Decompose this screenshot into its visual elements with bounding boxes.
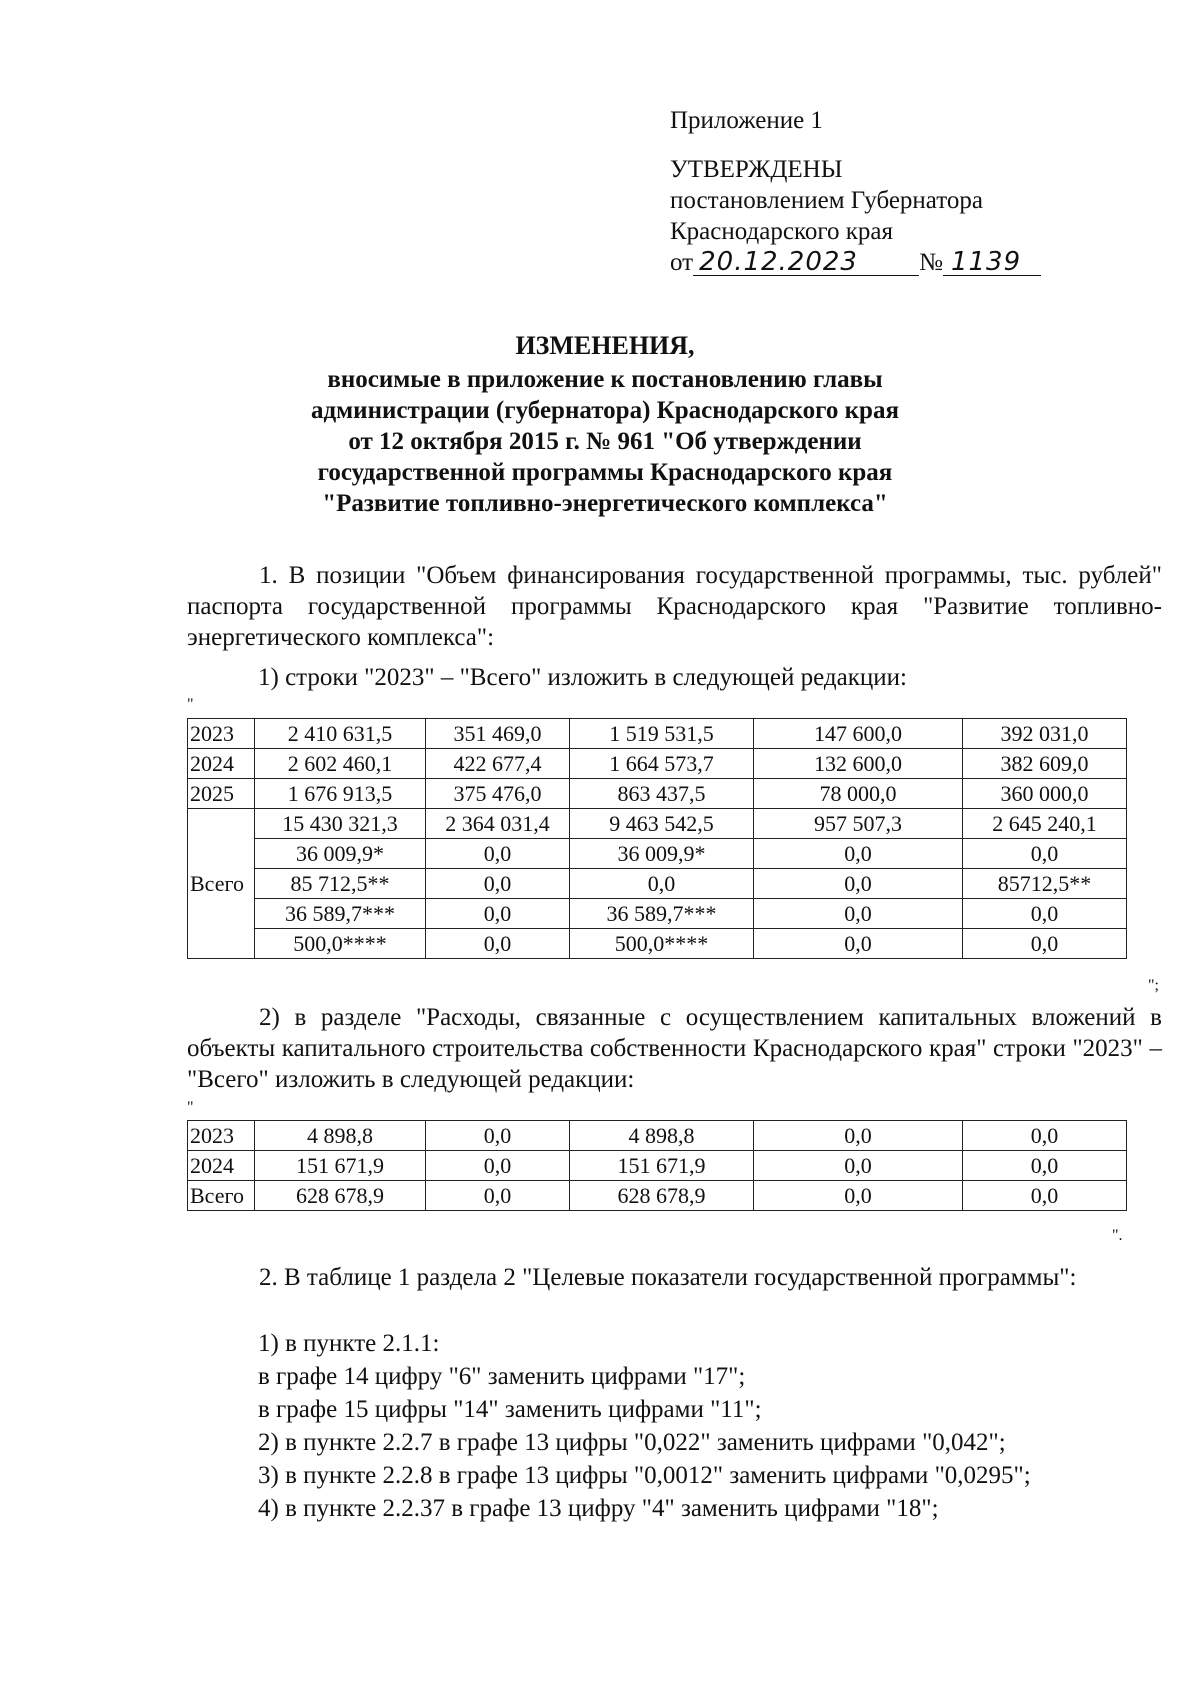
heading-line: "Развитие топливно-энергетического комплекса" [322,490,888,517]
table-cell: 382 609,0 [963,749,1127,779]
table-row [188,749,1127,779]
row-year: 2025 [188,779,255,809]
section-2-line: 2) в пункте 2.2.7 в графе 13 цифры "0,022" заменить цифрами "0,042"; [258,1429,1006,1456]
table-cell: 500,0**** [255,929,426,959]
table-cell: 0,0 [426,839,570,869]
row-year: 2024 [188,749,255,779]
table-cell: 392 031,0 [963,719,1127,749]
section-1-item-1: 1) строки "2023" – "Всего" изложить в следующей редакции: [258,664,907,691]
table-cell: 0,0 [754,839,963,869]
table-cell: 151 671,9 [570,1151,754,1181]
table-cell: 78 000,0 [754,779,963,809]
close-quote: ". [1112,1227,1123,1244]
heading-title: ИЗМЕНЕНИЯ, [515,331,695,360]
table-cell: 1 664 573,7 [570,749,754,779]
table-cell: 2 645 240,1 [963,809,1127,839]
table-row [188,1121,1127,1151]
table-cell: 36 009,9* [570,839,754,869]
table-row [188,929,1127,959]
table-cell: 132 600,0 [754,749,963,779]
financing-table [187,718,1127,959]
table-cell: 2 410 631,5 [255,719,426,749]
table-cell: 15 430 321,3 [255,809,426,839]
section-2-line: 1) в пункте 2.1.1: [258,1330,440,1357]
table-cell: 0,0 [426,1121,570,1151]
row-year: 2023 [188,1121,255,1151]
table-row [188,1151,1127,1181]
table-cell: 0,0 [963,929,1127,959]
table-cell: 36 589,7*** [255,899,426,929]
table-cell: 4 898,8 [255,1121,426,1151]
table-row [188,1181,1127,1211]
table-cell: 500,0**** [570,929,754,959]
capital-investment-table [187,1120,1127,1211]
from-label: от [670,249,694,276]
table-cell: 628 678,9 [570,1181,754,1211]
table-cell: 0,0 [426,929,570,959]
row-year: Всего [188,1181,255,1211]
handwritten-date: 20.12.2023 [693,249,919,276]
table-cell: 2 602 460,1 [255,749,426,779]
close-quote: "; [1148,977,1159,994]
table-cell: 147 600,0 [754,719,963,749]
section-1-paragraph: 1. В позиции "Объем финансирования государственной программы, тыс. рублей" паспорта государственной программы Краснодарского края "Развитие топливно-энергетического комплекса": [187,562,1162,651]
table-cell: 1 519 531,5 [570,719,754,749]
table-cell: 0,0 [754,869,963,899]
table-cell: 2 364 031,4 [426,809,570,839]
table-cell: 375 476,0 [426,779,570,809]
table-cell: 0,0 [963,1151,1127,1181]
table-cell: 0,0 [426,869,570,899]
heading-line: вносимые в приложение к постановлению главы [327,366,883,393]
table-cell: 36 009,9* [255,839,426,869]
table-cell: 0,0 [754,929,963,959]
open-quote: " [187,1099,194,1116]
table-cell: 0,0 [963,839,1127,869]
approved-label: УТВЕРЖДЕНЫ [670,156,843,183]
table-row [188,719,1127,749]
table-cell: 0,0 [570,869,754,899]
table-row [188,899,1127,929]
table-cell: 85 712,5** [255,869,426,899]
table-cell: 0,0 [963,1181,1127,1211]
approval-line-2: Краснодарского края [670,218,893,245]
section-2-line: в графе 14 цифру "6" заменить цифрами "17"; [258,1363,746,1390]
table-cell: 0,0 [963,899,1127,929]
table-cell: 0,0 [963,1121,1127,1151]
table-cell: 1 676 913,5 [255,779,426,809]
total-label: Всего [188,809,255,959]
approval-block [670,105,1041,278]
table-cell: 351 469,0 [426,719,570,749]
table-cell: 0,0 [426,899,570,929]
number-label: № [919,249,943,276]
section-2-line: 4) в пункте 2.2.37 в графе 13 цифру "4" заменить цифрами "18"; [258,1495,939,1522]
table-row [188,869,1127,899]
table-cell: 0,0 [754,1121,963,1151]
handwritten-number: 1139 [943,249,1041,276]
row-year: 2024 [188,1151,255,1181]
table-row [188,809,1127,839]
table-cell: 0,0 [426,1181,570,1211]
table-cell: 957 507,3 [754,809,963,839]
table-cell: 4 898,8 [570,1121,754,1151]
table-row [188,779,1127,809]
table-cell: 9 463 542,5 [570,809,754,839]
heading-line: администрации (губернатора) Краснодарского края [311,397,899,424]
document-heading [190,330,1020,519]
table-cell: 360 000,0 [963,779,1127,809]
row-year: 2023 [188,719,255,749]
table-cell: 422 677,4 [426,749,570,779]
table-row [188,839,1127,869]
table-cell: 0,0 [754,1181,963,1211]
table-cell: 863 437,5 [570,779,754,809]
table-cell: 36 589,7*** [570,899,754,929]
table-cell: 0,0 [754,899,963,929]
approval-date-line [670,247,1041,278]
approval-line-1: постановлением Губернатора [670,187,983,214]
table-cell: 0,0 [426,1151,570,1181]
heading-line: государственной программы Краснодарского края [317,459,893,486]
appendix-label: Приложение 1 [670,107,823,134]
section-2-line: 3) в пункте 2.2.8 в графе 13 цифры "0,0012" заменить цифрами "0,0295"; [258,1462,1031,1489]
table-cell: 628 678,9 [255,1181,426,1211]
table-cell: 85712,5** [963,869,1127,899]
heading-line: от 12 октября 2015 г. № 961 "Об утверждении [348,428,862,455]
section-2-line: в графе 15 цифры "14" заменить цифрами "11"; [258,1396,762,1423]
table-cell: 151 671,9 [255,1151,426,1181]
section-1-item-2: 2) в разделе "Расходы, связанные с осуществлением капитальных вложений в объекты капитального строительства собственности Краснодарского края" строки "2023" – "Всего" изложить в следующей редакции: [187,1004,1162,1093]
open-quote: " [187,696,194,713]
section-2-paragraph: 2. В таблице 1 раздела 2 "Целевые показатели государственной программы": [259,1264,1077,1291]
table-cell: 0,0 [754,1151,963,1181]
